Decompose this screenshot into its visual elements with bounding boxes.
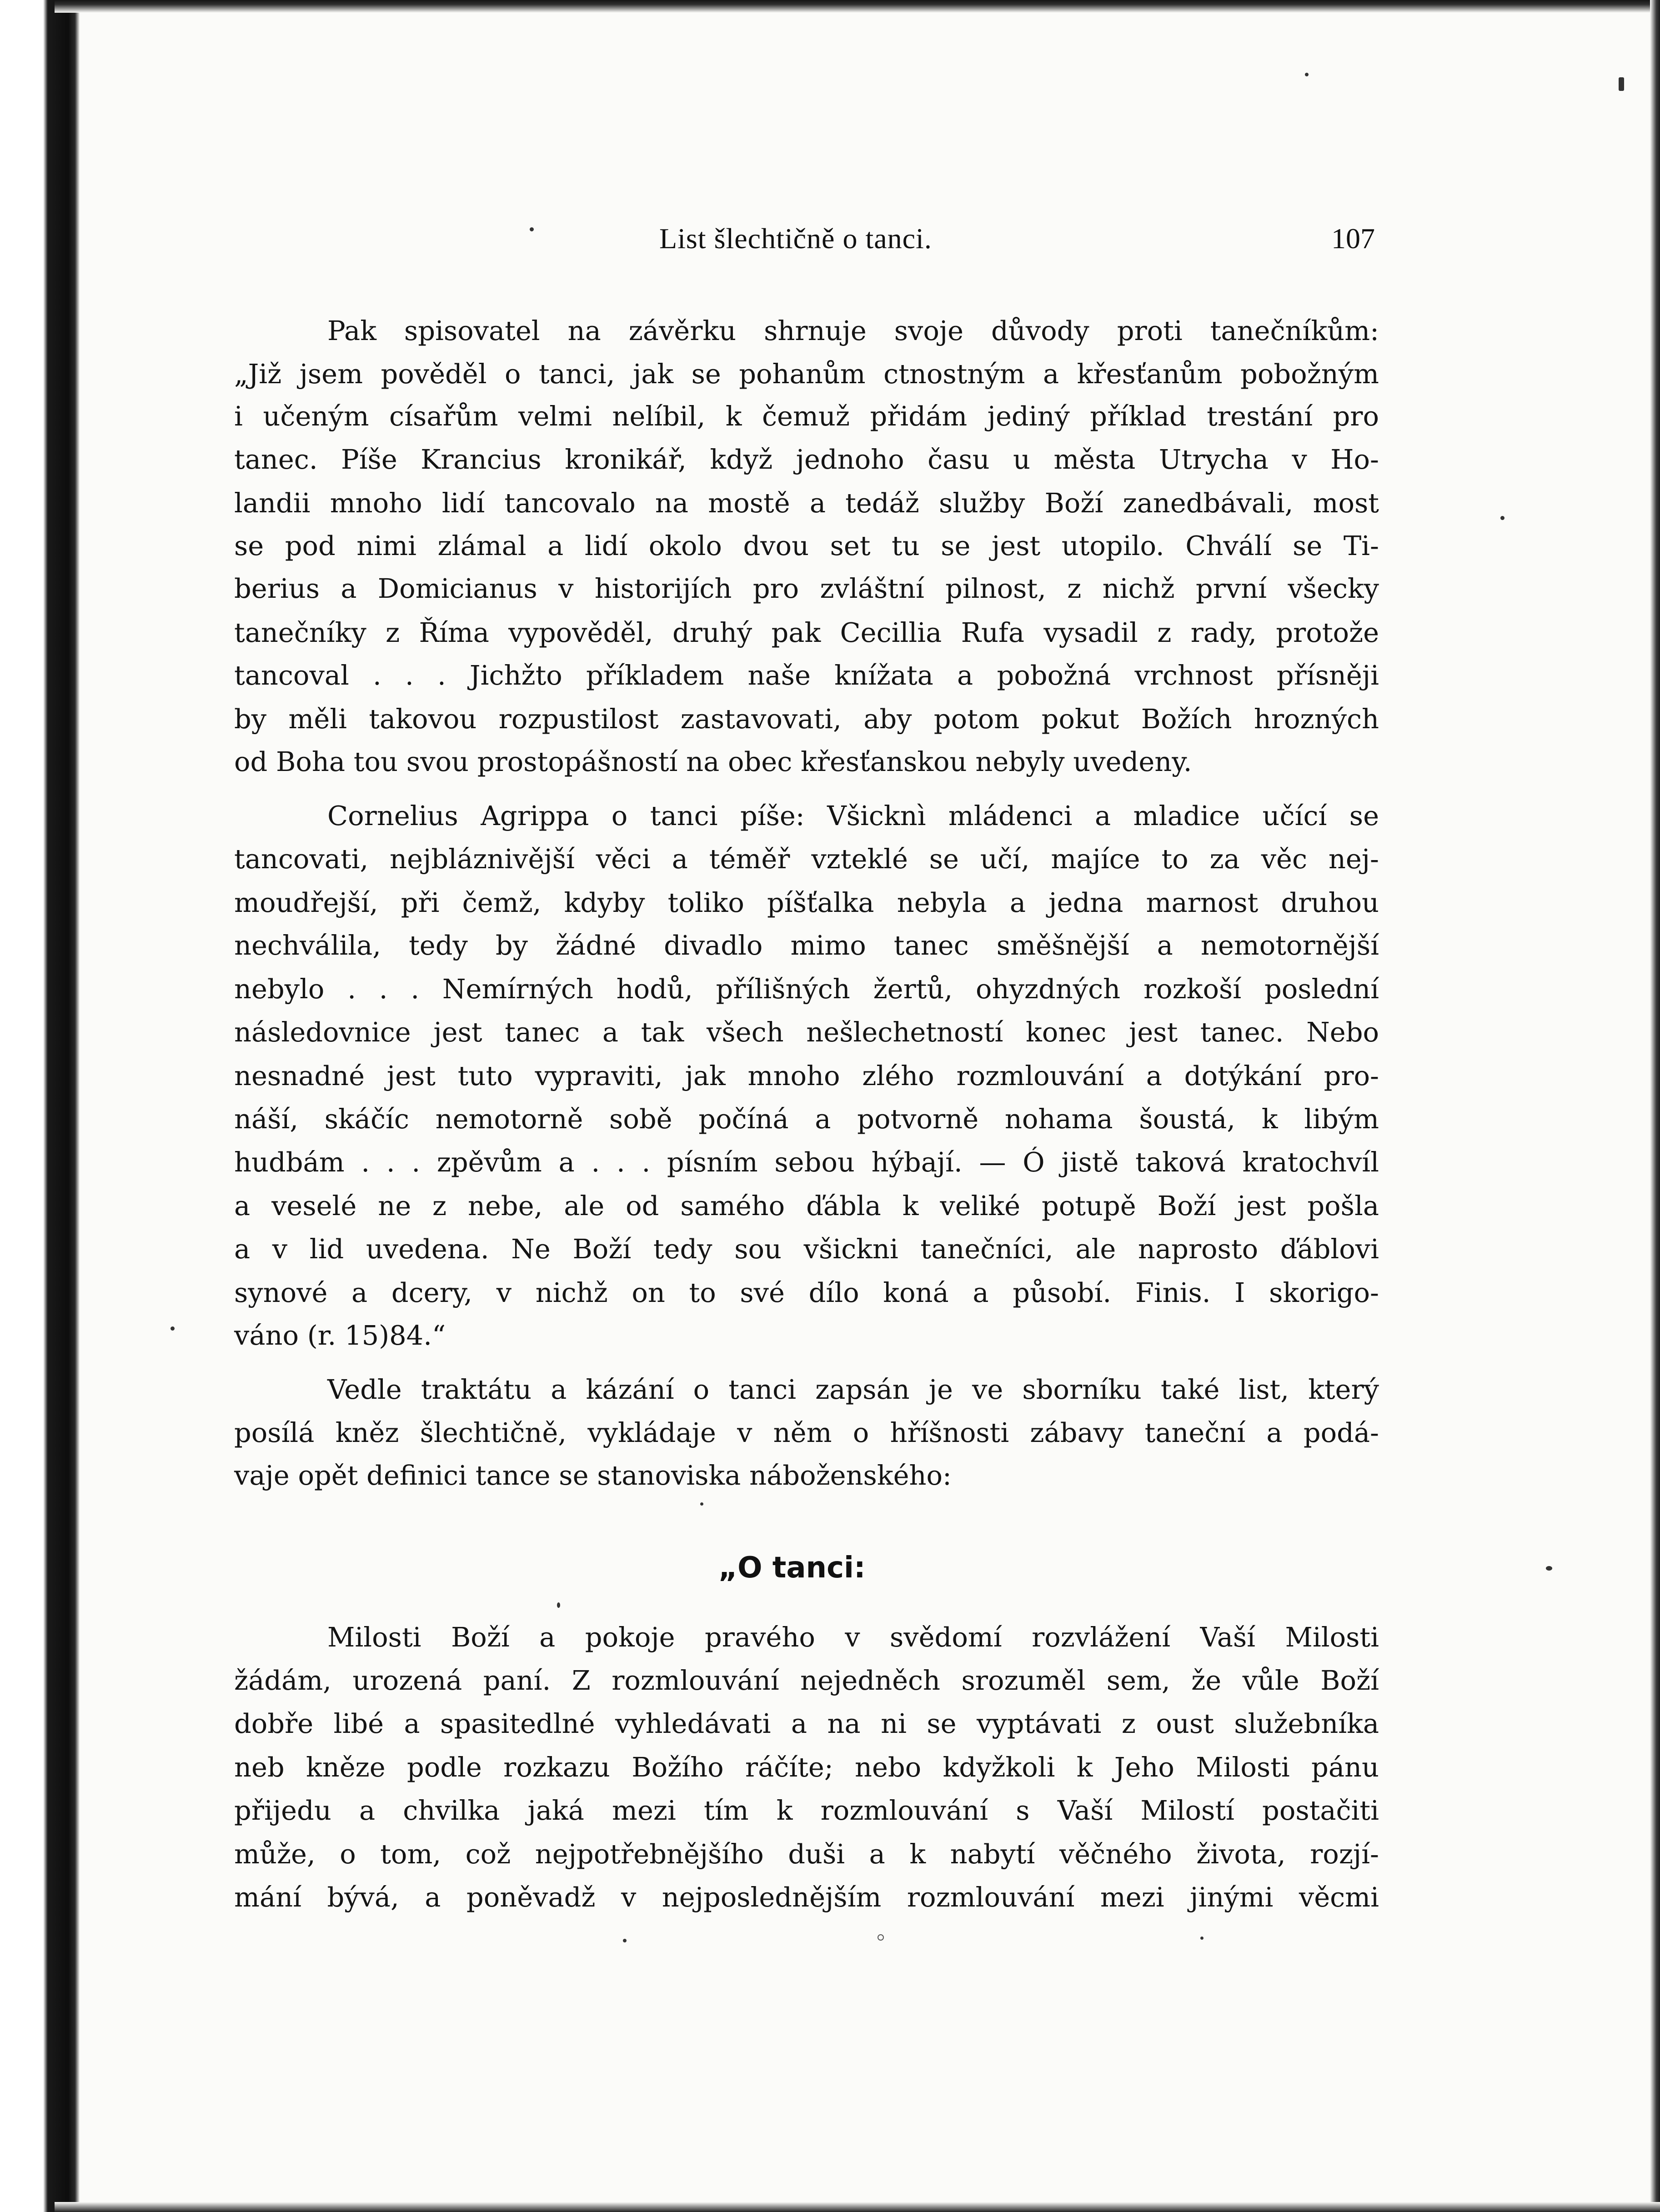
text-line: náší, skáčíc nemotorně sobě počíná a potvorně nohama šoustá, k libým: [234, 1103, 1379, 1135]
binding-edge-shadow: [0, 0, 80, 2212]
text-line: a v lid uvedena. Ne Boží tedy sou všickni tanečníci, ale naprosto ďáblovi: [234, 1233, 1379, 1265]
text-line: přijedu a chvilka jaká mezi tím k rozmlouvání s Vaší Milostí postačiti: [234, 1795, 1379, 1826]
scan-speck: [700, 1502, 703, 1506]
text-line: od Boha tou svou prostopášností na obec křesťanskou nebyly uvedeny.: [234, 746, 1192, 777]
text-line: nesnadné jest tuto vypraviti, jak mnoho zlého rozmlouvání a dotýkání pro-: [234, 1060, 1379, 1091]
text-line: a veselé ne z nebe, ale od samého ďábla k veliké potupě Boží jest pošla: [234, 1190, 1379, 1221]
top-edge-shadow: [55, 0, 1660, 13]
text-line: by měli takovou rozpustilost zastavovati, aby potom pokut Božích hrozných: [234, 703, 1379, 735]
text-line: žádám, urozená paní. Z rozmlouvání nejedněch srozuměl sem, že vůle Boží: [234, 1665, 1379, 1696]
text-line: dobře libé a spasitedlné vyhledávati a na ni se vyptávati z oust služebníka: [234, 1708, 1379, 1739]
scan-speck: [557, 1602, 560, 1608]
text-line: landii mnoho lidí tancovalo na mostě a tedáž služby Boží zanedbávali, most: [234, 487, 1379, 519]
scan-speck: [1500, 516, 1505, 520]
bottom-edge-shadow: [55, 2202, 1660, 2212]
text-line: i učeným císařům velmi nelíbil, k čemuž přidám jediný příklad trestání pro: [234, 400, 1379, 432]
text-line: neb kněze podle rozkazu Božího ráčíte; nebo kdyžkoli k Jeho Milosti pánu: [234, 1752, 1379, 1783]
text-line: moudřejší, při čemž, kdyby toliko píšťalka nebyla a jedna marnost druhou: [234, 887, 1379, 918]
scan-speck: [171, 1326, 175, 1331]
text-line: tanečníky z Říma vypověděl, druhý pak Cecillia Rufa vysadil z rady, protože: [234, 617, 1379, 648]
text-line: může, o tom, což nejpotřebnějšího duši a k nabytí věčného života, rozjí-: [234, 1838, 1379, 1870]
text-line: vaje opět definici tance se stanoviska náboženského:: [234, 1460, 952, 1491]
text-line: se pod nimi zlámal a lidí okolo dvou set tu se jest utopilo. Chválí se Ti-: [234, 530, 1379, 561]
text-line: Vedle traktátu a kázání o tanci zapsán je ve sborníku také list, který: [327, 1374, 1379, 1405]
text-line: posílá kněz šlechtičně, vykládaje v něm o hříšnosti zábavy taneční a podá-: [234, 1417, 1379, 1448]
text-line: nebylo . . . Nemírných hodů, přílišných žertů, ohyzdných rozkoší poslední: [234, 973, 1379, 1005]
text-line: mání bývá, a poněvadž v nejposlednějším rozmlouvání mezi jinými věcmi: [234, 1882, 1379, 1913]
text-line: Milosti Boží a pokoje pravého v svědomí rozvlážení Vaší Milosti: [327, 1621, 1379, 1653]
text-line: Cornelius Agrippa o tanci píše: Všicknì mládenci a mladice učící se: [327, 800, 1379, 831]
text-line: následovnice jest tanec a tak všech nešlechetností konec jest tanec. Nebo: [234, 1016, 1379, 1048]
section-heading: „O tanci:: [718, 1551, 866, 1585]
scan-speck: [530, 227, 534, 231]
text-line: tancoval . . . Jichžto příkladem naše knížata a pobožná vrchnost přísněji: [234, 660, 1379, 691]
text-line: váno (r. 15)84.“: [234, 1320, 446, 1351]
text-line: tancovati, nejbláznivější věci a téměř vzteklé se učí, majíce to za věc nej-: [234, 843, 1379, 875]
text-line: „Již jsem pověděl o tanci, jak se pohanům ctnostným a křesťanům pobožným: [234, 358, 1379, 390]
scan-speck: [623, 1939, 627, 1942]
text-line: hudbám . . . zpěvům a . . . písním sebou hýbají. — Ó jistě taková kratochvíl: [234, 1146, 1379, 1178]
page-number: 107: [1331, 222, 1375, 255]
text-line: Pak spisovatel na závěrku shrnuje svoje důvody proti tanečníkům:: [327, 315, 1379, 346]
scan-speck: [1305, 73, 1309, 76]
text-line: synové a dcery, v nichž on to své dílo koná a působí. Finis. I skorigo-: [234, 1277, 1379, 1308]
scan-speck: [878, 1934, 884, 1941]
text-line: berius a Domicianus v historijích pro zvláštní pilnost, z nichž první všecky: [234, 573, 1379, 604]
scan-speck: [1619, 77, 1624, 91]
running-title: List šlechtičně o tanci.: [659, 222, 932, 255]
right-edge-shadow: [1650, 0, 1660, 2212]
text-line: nechválila, tedy by žádné divadlo mimo tanec směšnější a nemotornější: [234, 930, 1379, 961]
text-line: tanec. Píše Krancius kronikář, když jednoho času u města Utrycha v Ho-: [234, 444, 1379, 475]
scan-speck: [1200, 1937, 1204, 1940]
scan-speck: [1546, 1566, 1552, 1571]
